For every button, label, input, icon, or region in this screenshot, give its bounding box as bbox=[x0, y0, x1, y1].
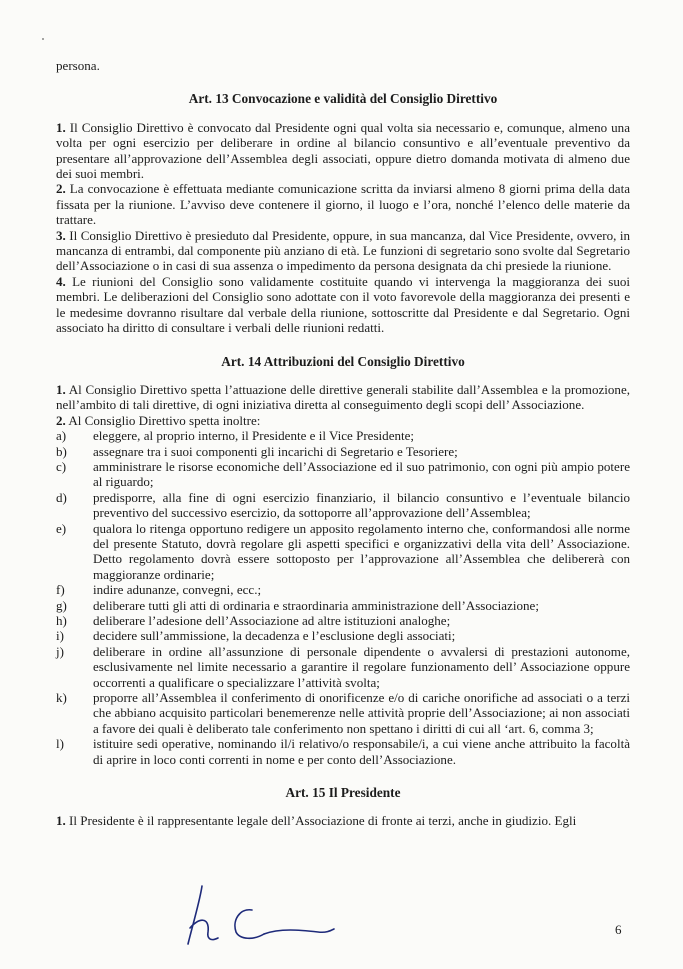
art13-paragraph-3: 3. Il Consiglio Direttivo è presieduto dal Presidente, oppure, in sua mancanza, dal Vice Presidente, ovvero, in mancanza di entrambi, dal componente più anziano di età. Le funzioni di segretario sono svolte dal Segretario dell’Associazione o in casi di sua assenza o impedimento da persona designata da chi presiede la riunione. bbox=[56, 227, 630, 274]
art14-paragraph-1: 1. Al Consiglio Direttivo spetta l’attuazione delle direttive generali stabilite dall’Assemblea e la promozione, nell’ambito di tali direttive, di ogni iniziativa diretta al conseguimento degli scopi dell’ Associazione. bbox=[56, 381, 630, 413]
art14-paragraph-2: 2. Al Consiglio Direttivo spetta inoltre: bbox=[56, 412, 261, 428]
art13-paragraph-2: 2. La convocazione è effettuata mediante comunicazione scritta da inviarsi almeno 8 giorni prima della data fissata per la riunione. L’avviso deve contenere il giorno, il luogo e l’ora, nonché l’elenco delle materie da trattare. bbox=[56, 181, 630, 228]
list-item: h) deliberare l’adesione dell’Associazione ad altre istituzioni analoghe; bbox=[56, 613, 451, 628]
list-item: g) deliberare tutti gli atti di ordinaria e straordinaria amministrazione dell’Associazione; bbox=[56, 597, 539, 613]
art13-paragraph-4: 4. Le riunioni del Consiglio sono validamente costituite quando vi intervenga la maggioranza dei suoi membri. Le deliberazioni del Consiglio sono adottate con il voto favorevole della maggioranza dei presenti e le medesime dovranno risultare dal verbale della riunione, sottoscritte dal Presidente e dal Segretario. Ogni associato ha diritto di consultare i verbali delle riunioni redatti. bbox=[56, 273, 630, 336]
scan-speck bbox=[42, 38, 44, 40]
list-item: c) amministrare le risorse economiche dell’Associazione ed il suo patrimonio, con ogni più ampio potere al riguardo; bbox=[56, 458, 630, 490]
list-item: i) decidere sull’ammissione, la decadenza e l’esclusione degli associati; bbox=[56, 628, 456, 644]
list-item: d) predisporre, alla fine di ogni esercizio finanziario, il bilancio consuntivo e l’eventuale bilancio preventivo del successivo esercizio, da sottoporre all’approvazione dell’Assemblea; bbox=[56, 489, 630, 521]
art13-paragraph-1: 1. Il Consiglio Direttivo è convocato dal Presidente ogni qual volta sia necessario e, comunque, almeno una volta per ogni esercizio per deliberare in ordine al bilancio consuntivo e all’eventuale preventivo da presentare all’approvazione dell’Assemblea degli associati, oppure dietro domanda motivata di almeno due dei suoi membri. bbox=[56, 119, 630, 182]
page-number: 6 bbox=[615, 922, 622, 937]
art15-paragraph-1: 1. Il Presidente è il rappresentante legale dell’Associazione di fronte ai terzi, anche in giudizio. Egli bbox=[56, 813, 577, 829]
art15-heading: Art. 15 Il Presidente bbox=[285, 785, 401, 801]
list-item: a) eleggere, al proprio interno, il Presidente e il Vice Presidente; bbox=[56, 428, 415, 444]
list-item: j) deliberare in ordine all’assunzione di personale dipendente o avvalersi di prestazioni autonome, esclusivamente nel limite necessario a garantire il regolare funzionamento dell’ Associazione oppure occorrenti a qualificare o specializzare l’attività svolta; bbox=[56, 643, 630, 690]
handwritten-signature bbox=[180, 880, 360, 950]
list-item: l) istituire sedi operative, nominando il/i relativo/o responsabile/i, a cui viene anche attribuito la facoltà di aprire in loco conti correnti in nome e per conto dell’Associazione. bbox=[56, 736, 630, 767]
list-item: f) indire adunanze, convegni, ecc.; bbox=[56, 582, 262, 598]
lead-text: persona. bbox=[56, 58, 100, 73]
list-item: e) qualora lo ritenga opportuno redigere un apposito regolamento interno che, conformandosi alle norme del presente Statuto, dovrà regolare gli aspetti specifici e organizzativi della vita dell’ Associazione. Detto regolamento dovrà essere sottoposto per l’approvazione all’Assemblea che delibererà con maggioranze ordinarie; bbox=[56, 520, 630, 582]
list-item: b) assegnare tra i suoi componenti gli incarichi di Segretario e Tesoriere; bbox=[56, 443, 458, 459]
art14-heading: Art. 14 Attribuzioni del Consiglio Direttivo bbox=[221, 353, 465, 369]
art13-heading: Art. 13 Convocazione e validità del Consiglio Direttivo bbox=[188, 91, 498, 107]
list-item: k) proporre all’Assemblea il conferimento di onorificenze e/o di cariche onorifiche ad associati o a terzi che abbiano acquisito particolari benemerenze nelle attività proprie dell’Associazione; ai non associati a favore dei quali è deliberato tale conferimento non spettano i diritti di cui all ‘art. 6, comma 3; bbox=[56, 690, 630, 736]
art14-list bbox=[56, 428, 630, 767]
document-body bbox=[56, 58, 630, 829]
